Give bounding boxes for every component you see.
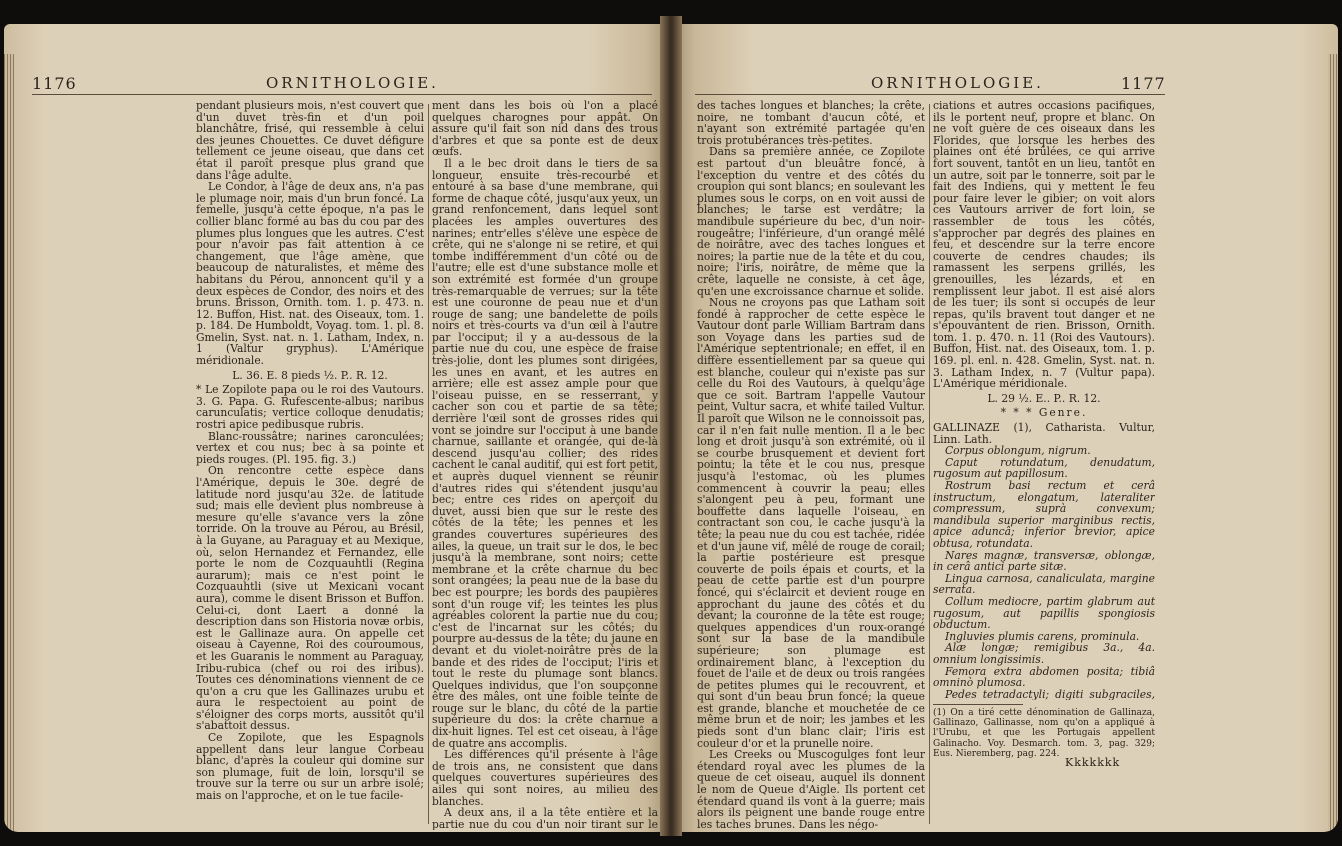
species-heading: * Le Zopilote papa ou le roi des Vautours. 3. G. Papa. G. Rufescente-albus; naribus carunculatis; vertice colloque denudatis; rostri apice pedibusque rubris. bbox=[196, 383, 424, 432]
paragraph: Ce Zopilote, que les Espagnols appellent dans leur langue Corbeau blanc, d'après la couleur qui domine sur son plumage, fuit de loin, lorsqu'il se trouve sur la terre ou sur un arbre isolé; mais on l'approche, et on le tue facile- bbox=[196, 731, 424, 803]
latin-description: Lingua carnosa, canaliculata, margine serrata. bbox=[933, 571, 1155, 597]
measurements: L. 36. E. 8 pieds ½. P.. R. 12. bbox=[232, 368, 388, 382]
right-page bbox=[675, 24, 1338, 832]
right-header-rule bbox=[695, 94, 1165, 95]
latin-description: Pedes tetradactyli; digiti subgraciles, bbox=[945, 687, 1155, 700]
genus-name: GALLINAZE (1), Catharista. Vultur, Linn. Lath. bbox=[933, 421, 1155, 446]
paragraph: On rencontre cette espèce dans l'Amérique, depuis le 30e. degré de latitude nord jusqu'au 32e. de latitude sud; mais elle devient plus nombreuse à mesure qu'elle s'avance vers la zône torride. On la trouve au Pérou, au Brésil, à la Guyane, au Paraguay et au Mexique, où, selon Hernandez et Fernandez, elle porte le nom de Cozquauhtli (Regina aurarum); mais ce n'est point le Cozquauhtli (sive ut Mexicani vocant aura), comme le disent Brisson et Buffon. Celui-ci, dont Laert a donné la description dans son Historia novæ orbis, est le Gallinaze aura. On appelle cet oiseau à Cayenne, Roi des couroumous, et les Guaranis le nomment au Paraguay, Iribu-rubica (chef ou roi des iribus). Toutes ces dénominations viennent de ce qu'on a cru que les Gallinazes urubu et aura le respectoient au point de s'éloigner des corps morts, aussitôt qu'il s'abattoit dessus. bbox=[196, 464, 424, 733]
measurements: L. 29 ½. E.. P.. R. 12. bbox=[987, 391, 1101, 405]
paragraph: Les différences qu'il présente à l'âge de trois ans, ne consistent que dans quelques couvertures supérieures des ailes qui sont noires, au milieu des blanches. bbox=[432, 748, 658, 808]
left-page-edge bbox=[4, 54, 14, 832]
paragraph: ment dans les bois où l'on a placé quelques charognes pour appât. On assure qu'il fait son nid dans des trous d'arbres et que sa ponte est de deux œufs. bbox=[432, 100, 658, 159]
latin-description: Collum mediocre, partim glabrum aut rugosum, aut papillis spongiosis obductum. bbox=[933, 594, 1155, 632]
latin-description: Femora extra abdomen posita; tibiâ omninò plumosa. bbox=[933, 664, 1155, 690]
left-page-number: 1176 bbox=[32, 74, 77, 93]
footnote: (1) On a tiré cette dénomination de Gallinaza, Gallinazo, Gallinasse, nom qu'on a appliqué à l'Urubu, et que les Portugais appellent Galinacho. Voy. Desmarch. tom. 3, pag. 329; Eus. Nieremberg, pag. 224. bbox=[933, 708, 1155, 759]
latin-description: Caput rotundatum, denudatum, rugosum aut papillosum. bbox=[933, 455, 1155, 481]
paragraph: pendant plusieurs mois, n'est couvert que d'un duvet très-fin et d'un poil blanchâtre, frisé, qui ressemble à celui des jeunes Chouettes. Ce duvet défigure tellement ce jeune oiseau, que dans cet état il paroît presque plus grand que dans l'âge adulte. bbox=[196, 100, 424, 182]
left-header-rule bbox=[32, 94, 652, 95]
right-page-number: 1177 bbox=[1121, 74, 1166, 93]
paragraph: ciations et autres occasions pacifiques, ils le portent neuf, propre et blanc. On ne voit guère de ces oiseaux dans les Florides, que lorsque les herbes des plaines ont été brûlées, ce qui arrive fort souvent, tantôt en un lieu, tantôt en un autre, soit par le tonnerre, soit par le fait des Indiens, qui y mettent le feu pour faire lever le gibier; on voit alors ces Vautours arriver de fort loin, se rassembler de tous les côtés, s'approcher par degrés des plaines en feu, et descendre sur la terre encore couverte de cendres chaudes; ils ramassent les serpens grillés, les grenouilles, les lézards, et en remplissent leur jabot. Il est aisé alors de les tuer; ils sont si occupés de leur repas, qu'ils bravent tout danger et ne s'épouvantent de rien. Brisson, Ornith. tom. 1. p. 470. n. 11 (Roi des Vautours). Buffon, Hist. nat. des Oiseaux, tom. 1. p. 169. pl. enl. n. 428. Gmelin, Syst. nat. n. 3. Latham Index, n. 7 (Vultur papa). L'Amérique méridionale. bbox=[933, 100, 1155, 391]
latin-description: Nares magnæ, transversæ, oblongæ, in cerâ antici parte sitæ. bbox=[933, 548, 1155, 574]
paragraph: Il a le bec droit dans le tiers de sa longueur, ensuite très-recourbé et entouré à sa base d'une membrane, qui forme de chaque côté, jusqu'aux yeux, un grand renfoncement, dans lequel sont placées les amples ouvertures des narines; entr'elles s'élève une espèce de crête, qui ne s'alonge ni se retire, et qui tombe indifféremment d'un côté ou de l'autre; elle est d'une substance molle et son extrémité est formée d'un groupe très-remarquable de verrues; sur la tête est une couronne de peau nue et d'un rouge de sang; une bandelette de poils noirs et très-courts va d'un œil à l'autre par l'occiput; il y a au-dessous de la partie nue du cou, une espèce de fraise très-jolie, dont les plumes sont dirigées, les unes en avant, et les autres en arrière; elle est assez ample pour que l'oiseau puisse, en se resserrant, y cacher son cou et partie de sa tête; derrière l'œil sont de grosses rides qui vont se joindre sur l'occiput à une bande charnue, saillante et orangée, qui de-là descend jusqu'au collier; des rides cachent le canal auditif, qui est fort petit, et auprès duquel viennent se réunir d'autres rides qui s'étendent jusqu'au bec; entre ces rides on aperçoit du duvet, aussi bien que sur le reste des côtés de la tête; les pennes et les grandes couvertures supérieures des ailes, la queue, un trait sur le dos, le bec jusqu'à la membrane, sont noirs; cette membrane et la crête charnue du bec sont orangées; la peau nue de la base du bec est pourpre; les bords des paupières sont d'un rouge vif; les teintes les plus agréables colorent la partie nue du cou; c'est de l'incarnat sur les côtés; du pourpre au-dessus de la tête; du jaune en devant et du violet-noirâtre près de la bande et des rides de l'occiput; l'iris et tout le reste du plumage sont blancs. Quelques individus, que l'on soupçonne être des mâles, ont une foible teinte de rouge sur le blanc, du côté de la partie supérieure du dos: la crête charnue a dix-huit lignes. Tel est cet oiseau, à l'âge de quatre ans accomplis. bbox=[432, 156, 658, 750]
latin-description: Rostrum basi rectum et cerâ instructum, elongatum, lateraliter compressum, suprà convexum; mandibula superior marginibus rectis, apice aduncâ; inferior brevior, apice obtusa, rotundata. bbox=[933, 479, 1155, 550]
paragraph: Dans sa première année, ce Zopilote est partout d'un bleuâtre foncé, à l'exception du ventre et des côtés du croupion qui sont blancs; en soulevant les plumes sous le corps, on en voit aussi de blanches; le tarse est verdâtre; la mandibule supérieure du bec, d'un noir-rougeâtre; l'inférieure, d'un orangé mêlé de noirâtre, avec des taches longues et noires; la partie nue de la tête et du cou, noire; l'iris, noirâtre, de même que la crête, laquelle ne consiste, à cet âge, qu'en une excroissance charnue et solide. bbox=[697, 145, 925, 298]
paragraph: Les Creeks ou Muscogulges font leur étendard royal avec les plumes de la queue de cet oiseau, auquel ils donnent le nom de Queue d'Aigle. Ils portent cet étendard quand ils vont à la guerre; mais alors ils peignent une bande rouge entre les taches brunes. Dans les négo- bbox=[697, 748, 925, 830]
footnote-rule bbox=[933, 704, 1023, 705]
left-column-2 bbox=[432, 100, 658, 830]
right-column-1 bbox=[697, 100, 925, 830]
latin-description: Ingluvies plumis carens, prominula. bbox=[945, 629, 1140, 643]
right-page-edge bbox=[1328, 54, 1338, 832]
paragraph: des taches longues et blanches; la crête, noire, ne tombant d'aucun côté, et n'ayant son extrémité partagée qu'en trois protubérances très-petites. bbox=[697, 100, 925, 147]
book-gutter bbox=[660, 16, 682, 836]
signature-mark: Kkkkkkk bbox=[1065, 756, 1121, 769]
left-column-divider bbox=[428, 104, 429, 824]
right-running-head: ORNITHOLOGIE. bbox=[871, 74, 1044, 92]
right-column-2 bbox=[933, 100, 1155, 700]
paragraph: A deux ans, il a la tête entière et la partie nue du cou d'un noir tirant sur le bbox=[432, 806, 658, 830]
genus-heading: * * * Genre. bbox=[1000, 406, 1088, 420]
right-column-divider bbox=[929, 104, 930, 824]
paragraph: Le Condor, à l'âge de deux ans, n'a pas le plumage noir, mais d'un brun foncé. La femelle, jusqu'à cette époque, n'a pas le collier blanc formé au bas du cou par des plumes plus longues que les autres. C'est pour n'avoir pas fait attention à ce changement, que l'âge amène, que beaucoup de naturalistes, et même des habitans du Pérou, annoncent qu'il y a deux espèces de Condor, des noirs et des bruns. Brisson, Ornith. tom. 1. p. 473. n. 12. Buffon, Hist. nat. des Oiseaux, tom. 1. p. 184. De Humboldt, Voyag. tom. 1. pl. 8. Gmelin, Syst. nat. n. 1. Latham, Index, n. 1 (Valtur gryphus). L'Amérique méridionale. bbox=[196, 180, 424, 368]
left-column-1 bbox=[196, 100, 424, 830]
left-page bbox=[4, 24, 667, 832]
paragraph: Nous ne croyons pas que Latham soit fondé à rapprocher de cette espèce le Vautour dont parle William Bartram dans son Voyage dans les parties sud de l'Amérique septentrionale; en effet, il en diffère essentiellement par sa queue qui est blanche, couleur qui n'existe pas sur celle du Roi des Vautours, à quelqu'âge que ce soit. Bartram l'appelle Vautour peint, Vultur sacra, et white tailed Vultur. Il paroît que Wilson ne le connoissoit pas, car il n'en fait nulle mention. Il a le bec long et droit jusqu'à son extrémité, où il se courbe brusquement et devient fort pointu; la tête et le cou nus, presque jusqu'à l'estomac, où les plumes commencent à couvrir la peau; elles s'alongent peu à peu, formant une bouffette dans laquelle l'oiseau, en contractant son cou, le cache jusqu'à la tête; la peau nue du cou est tachée, ridée et d'un jaune vif, mêlé de rouge de corail; la partie postérieure est presque couverte de poils épais et courts, et la peau de cette partie est d'un pourpre foncé, qui s'éclaircit et devient rouge en approchant du jaune des côtés et du devant; la couronne de la tête est rouge; quelques appendices d'un roux-orangé sont sur la base de la mandibule supérieure; son plumage est ordinairement blanc, à l'exception du fouet de l'aile et de deux ou trois rangées de petites plumes qui le recouvrent, et qui sont d'un beau brun foncé; la queue est grande, blanche et mouchetée de ce même brun et de noir; les jambes et les pieds sont d'un blanc clair; l'iris est couleur d'or et la prunelle noire. bbox=[697, 296, 925, 750]
latin-description: Alæ longæ; remigibus 3a., 4a. omnium longissimis. bbox=[933, 641, 1155, 666]
paragraph: Blanc-roussâtre; narines caronculées; vertex et cou nus; bec à sa pointe et pieds rouges. (Pl. 195. fig. 3.) bbox=[196, 429, 424, 466]
latin-description: Corpus oblongum, nigrum. bbox=[945, 444, 1091, 458]
left-running-head: ORNITHOLOGIE. bbox=[266, 74, 439, 92]
